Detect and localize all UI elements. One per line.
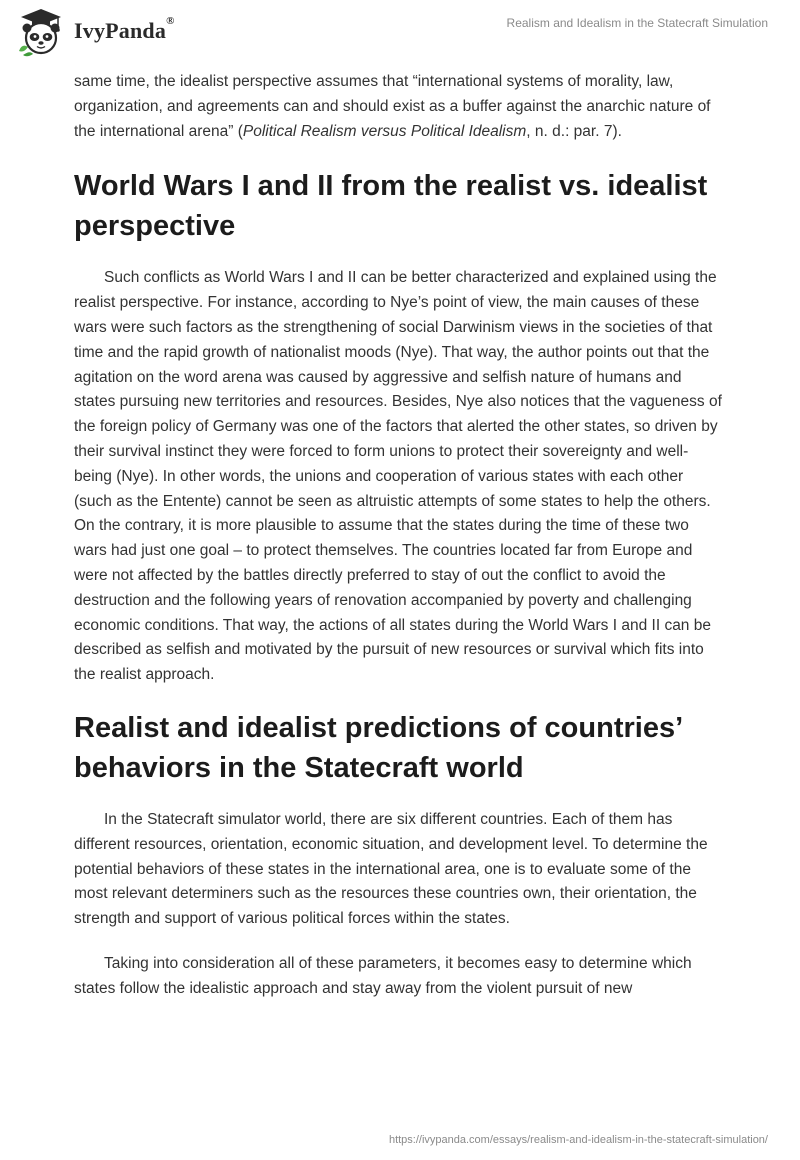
source-url[interactable]: https://ivypanda.com/essays/realism-and-idealism-in-the-statecraft-simulation/	[388, 1134, 768, 1146]
page-header	[0, 0, 800, 64]
intro-paragraph: same time, the idealist perspective assumes that “international systems of morality, law, organization, and agreements can and should exist as a buffer against the anarchic nature of the international arena” (Political Realism versus Political Idealism, n. d.: par. 7).	[74, 73, 711, 140]
ivypanda-logo-icon[interactable]	[14, 7, 68, 57]
paragraph-world-wars: Such conflicts as World Wars I and II can be better characterized and explained using the realist perspective. For instance, according to Nye’s point of view, the main causes of these wars were such factors as the strengthening of social Darwinism views in the societies of that time and the rapid growth of nationalist moods (Nye). That way, the author points out that the agitation on the word arena was caused by aggressive and selfish nature of humans and states pursuing new territories and resources. Besides, Nye also notices that the vagueness of the foreign policy of Germany was one of the factors that alerted the other states, so driven by their survival instinct they were forced to form unions to protect their sovereignty and well-being (Nye). In other words, the unions and cooperation of various states with each other (such as the Entente) cannot be seen as altruistic attempts of some states to help the others. On the contrary, it is more plausible to assume that the states during the time of these two wars had just one goal – to protect themselves. The countries located far from Europe and were not affected by the battles directly preferred to stay of out the conflict to avoid the destruction and the following years of renovation accompanied by poverty and challenging economic conditions. That way, the actions of all states during the World Wars I and II can be described as selfish and motivated by the pursuit of new resources or survival which fits into the realist approach.	[74, 269, 722, 684]
paragraph-statecraft-parameters: Taking into consideration all of these parameters, it becomes easy to determine which states follow the idealistic approach and stay away from the violent pursuit of new	[74, 954, 692, 997]
article-body	[74, 70, 724, 1002]
paragraph-statecraft-countries: In the Statecraft simulator world, there are six different countries. Each of them has different resources, orientation, economic situation, and development level. To determine the potential behaviors of these states in the international area, one is to evaluate some of the most relevant determiners such as the resources these countries own, their orientation, the strength and support of various political forces within the states.	[74, 810, 708, 928]
section-heading-statecraft: Realist and idealist predictions of countries’ behaviors in the Statecraft world	[74, 711, 682, 784]
brand-name[interactable]: IvyPanda®	[74, 15, 175, 43]
section-heading-world-wars: World Wars I and II from the realist vs. idealist perspective	[74, 170, 708, 243]
document-title: Realism and Idealism in the Statecraft Simulation	[506, 16, 768, 30]
